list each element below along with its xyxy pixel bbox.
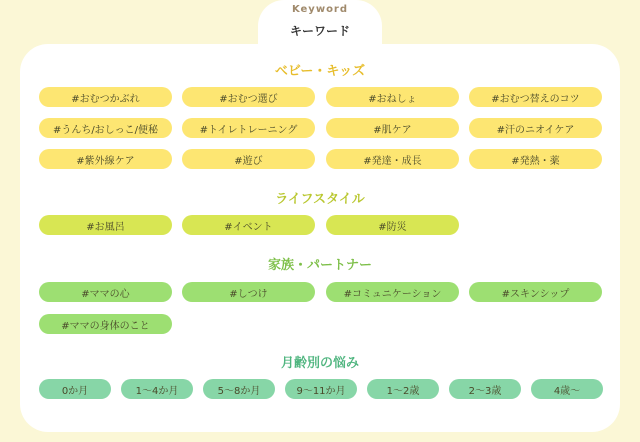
age-chip-1-2-years[interactable]: 1～2歳 <box>367 379 439 399</box>
keyword-chip-bedwetting[interactable]: #おねしょ <box>326 87 459 107</box>
age-chip-9-11-months[interactable]: 9～11か月 <box>285 379 357 399</box>
keyword-chip-play[interactable]: #遊び <box>182 149 315 169</box>
age-chip-2-3-years[interactable]: 2～3歳 <box>449 379 521 399</box>
keyword-chip-development-growth[interactable]: #発達・成長 <box>326 149 459 169</box>
keyword-chip-diaper-choice[interactable]: #おむつ選び <box>182 87 315 107</box>
keyword-chip-diaper-rash[interactable]: #おむつかぶれ <box>39 87 172 107</box>
keyword-chip-toilet-training[interactable]: #トイレトレーニング <box>182 118 315 138</box>
keyword-chip-mom-mind[interactable]: #ママの心 <box>39 282 172 302</box>
keyword-chip-communication[interactable]: #コミュニケーション <box>326 282 459 302</box>
keyword-label-en: Keyword <box>291 4 349 15</box>
keyword-chip-poop-pee-constipation[interactable]: #うんち/おしっこ/便秘 <box>39 118 172 138</box>
keyword-chip-event[interactable]: #イベント <box>182 215 315 235</box>
section-title-baby-kids: ベビー・キッズ <box>274 64 366 79</box>
keyword-chip-mom-body[interactable]: #ママの身体のこと <box>39 314 172 334</box>
keyword-label-ja: キーワード <box>289 24 350 38</box>
age-chip-1-4-months[interactable]: 1～4か月 <box>121 379 193 399</box>
keyword-chip-bath[interactable]: #お風呂 <box>39 215 172 235</box>
keyword-chip-discipline[interactable]: #しつけ <box>182 282 315 302</box>
keyword-chip-sweat-odor-care[interactable]: #汗のニオイケア <box>469 118 602 138</box>
keyword-chip-disaster-prevention[interactable]: #防災 <box>326 215 459 235</box>
keyword-chip-skinship[interactable]: #スキンシップ <box>469 282 602 302</box>
age-chip-4-years-plus[interactable]: 4歳～ <box>531 379 603 399</box>
keyword-chip-fever-medicine[interactable]: #発熱・薬 <box>469 149 602 169</box>
keyword-chip-diaper-change-tips[interactable]: #おむつ替えのコツ <box>469 87 602 107</box>
section-title-lifestyle: ライフスタイル <box>275 192 365 207</box>
keyword-chip-uv-care[interactable]: #紫外線ケア <box>39 149 172 169</box>
section-title-age-worries: 月齢別の悩み <box>280 356 359 371</box>
section-title-family-partner: 家族・パートナー <box>267 258 372 273</box>
age-chip-0-months[interactable]: 0か月 <box>39 379 111 399</box>
age-chip-5-8-months[interactable]: 5～8か月 <box>203 379 275 399</box>
keyword-chip-skin-care[interactable]: #肌ケア <box>326 118 459 138</box>
